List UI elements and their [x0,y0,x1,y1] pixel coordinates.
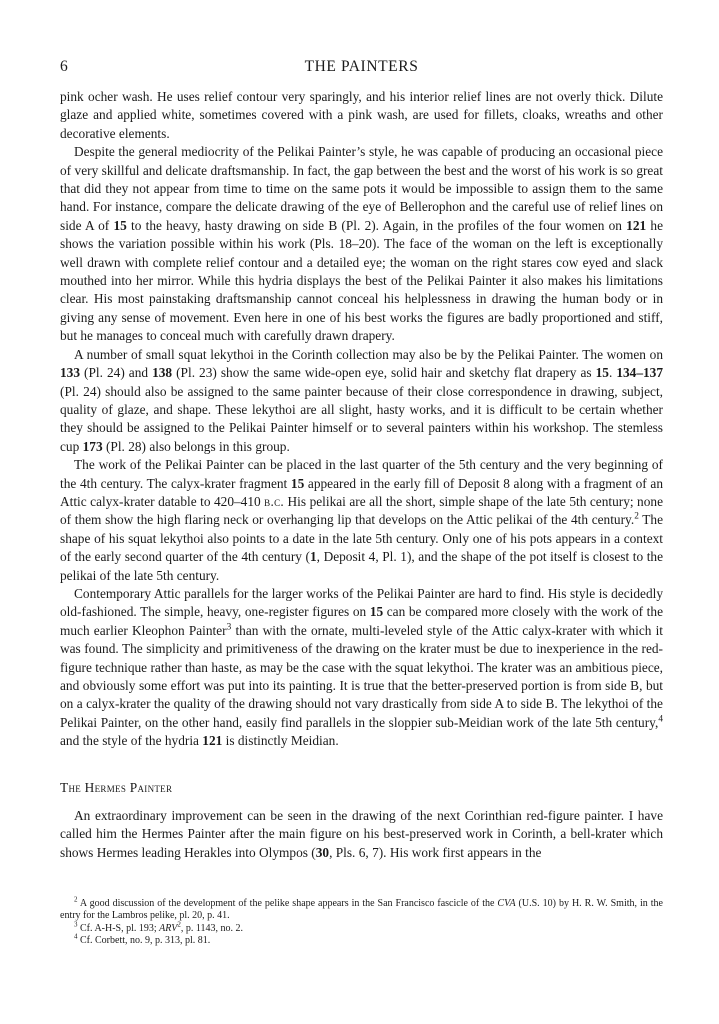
catalog-number: 15 [369,604,384,620]
text-run: appeared in the early fill of Deposit 8 along with a fragment of an Attic calyx-krater datable to 420–410 [60,475,663,509]
catalog-number: 121 [626,217,647,233]
text-run: Cf. A-H-S, pl. 193; [77,922,160,934]
footnote-marker[interactable]: 3 [226,622,232,633]
paragraph-1 [60,88,663,143]
text-run: . [608,365,617,381]
footnote-number: 2 [74,895,78,904]
text-run: The work of the Pelikai Painter can be placed in the last quarter of the 5th century and the very beginning of the 4th century. The calyx-krater fragment [60,457,663,491]
footnote-3 [60,920,663,935]
paragraph-5 [60,585,663,751]
era-abbreviation: b.c. [264,493,285,509]
italic-title: CVA [497,898,516,909]
footnote-number: 3 [74,920,78,929]
footnotes [60,895,663,948]
text-run: to the heavy, hasty drawing on side B (Pl. 2). Again, in the profiles of the four women on [126,217,627,233]
catalog-number: 1 [310,549,317,565]
running-title: THE PAINTERS [304,58,419,75]
text-run: , Deposit 4, Pl. 1), and the shape of the pot itself is closest to the pelikai of the late 5th century. [60,549,664,583]
catalog-number: 173 [82,438,103,454]
paragraph-3 [60,346,663,456]
footnote-number: 4 [74,932,78,941]
text-run: (Pl. 23) show the same wide-open eye, solid hair and sketchy flat drapery as [172,365,596,381]
text-run: The shape of his squat lekythoi also points to a date in the late 5th century. Only one of his pots appears in a context of the early second quarter of the 4th century ( [60,512,664,565]
catalog-number: 15 [595,365,609,381]
text-run: (Pl. 24) and [80,365,153,381]
text-run: An extraordinary improvement can be seen in the drawing of the next Corinthian red-figure painter. I have called him the Hermes Painter after the main figure on his best-preserved work in Corinth, a bell-krater which shows Hermes leading Herakles into Olympos ( [60,808,663,860]
text-run: and the style of the hydria [60,733,203,749]
footnote-marker[interactable]: 4 [658,714,663,725]
text-run: is distinctly Meidian. [222,733,339,749]
catalog-number: 30 [315,844,330,860]
catalog-number: 133 [60,365,81,381]
catalog-number: 134–137 [616,365,664,381]
page [60,58,663,862]
paragraph-2 [60,143,663,345]
text-run: (Pl. 24) should also be assigned to the same painter because of their close correspondence in drawing, subject, quality of glaze, and shape. These lekythoi are all slight, hasty works, and it is difficult to be certain whether they should be assigned to the Pelikai Painter himself or to several painters within his workshop. The stemless cup [60,383,663,454]
catalog-number: 15 [113,217,127,233]
section-heading: The Hermes Painter [60,779,173,795]
text-run: His pelikai are all the short, simple shape of the late 5th century; none of them show the high flaring neck or overhanging lip that develops on the Attic pelikai of the 4th century. [60,493,663,528]
text-run: , p. 1143, no. 2. [180,922,243,934]
text-run: than with the ornate, multi-leveled style of the Attic calyx-krater with which it was found. The simplicity and primitiveness of the drawing on the krater must be due to inexperience in the red-figure technique rather than haste, as may be the case with the squat lekythoi. The krater was an ambitious piece, and obviously some effort was put into its painting. It is true that the better-preserved portion is from side B, but on a calyx-krater the quality of the drawing should not vary drastically from side A to side B. The lekythoi of the Pelikai Painter, on the other hand, easily find parallels in the sloppier sub-Meidian work of the late 5th century, [60,622,663,730]
body-text [60,88,663,862]
text-run: (Pl. 28) also belongs in this group. [102,438,290,454]
text-run: pink ocher wash. He uses relief contour very sparingly, and his interior relief lines are not overly thick. Dilute glaze and applied white, sometimes covered with a pink wash, are used for fillets, cloaks, wreaths and other decorative elements. [60,89,663,141]
footnote-2 [60,895,663,923]
text-run: A good discussion of the development of the pelike shape appears in the San Francisco fascicle of the [77,898,498,909]
text-run: , Pls. 6, 7). His work first appears in the [329,844,542,860]
italic-title: ARV [159,922,178,934]
paragraph-4 [60,456,663,585]
paragraph-6 [60,807,663,862]
catalog-number: 121 [202,733,223,749]
footnote-4 [60,932,663,947]
edition-superscript: 2 [177,920,181,929]
text-run: A number of small squat lekythoi in the Corinth collection may also be by the Pelikai Painter. The women on [74,346,663,362]
text-run: Cf. Corbett, no. 9, p. 313, pl. 81. [77,935,211,947]
page-number: 6 [60,58,68,75]
text-run: Contemporary Attic parallels for the larger works of the Pelikai Painter are hard to find. His style is decidedly old-fashioned. The simple, heavy, one-register figures on [60,585,663,620]
running-head [60,58,663,82]
text-run: he shows the variation possible within his work (Pls. 18–20). The face of the woman on the left is exceptionally well drawn with complete relief contour and a detailed eye; the woman on the right stares cow eyed and slack mouthed into her mirror. While this hydria displays the best of the Pelikai Painter it also makes his limitations clear. His most painstaking draftsmanship cannot conceal his helplessness in drawing the human body or in giving any sense of movement. Even here in one of his best works the figures are badly proportioned and stiff, but he manages to conceal much with carefully drawn drapery. [60,217,664,344]
footnote-marker[interactable]: 2 [634,511,639,522]
text-run: Despite the general mediocrity of the Pelikai Painter’s style, he was capable of producing an occasional piece of very skillful and delicate draftsmanship. In fact, the gap between the best and the worst of his work is so great that did they not appear from time to time on the same pots it would be impossible to assign them to the same hand. For instance, compare the delicate drawing of the eye of Bellerophon and the careful use of relief lines on side A of [60,144,663,233]
text-run: (U.S. 10) by H. R. W. Smith, in the entry for the Lambros pelike, pl. 20, p. 41. [60,898,663,922]
catalog-number: 15 [290,475,305,491]
text-run: can be compared more closely with the work of the much earlier Kleophon Painter [60,604,663,638]
catalog-number: 138 [152,365,173,381]
